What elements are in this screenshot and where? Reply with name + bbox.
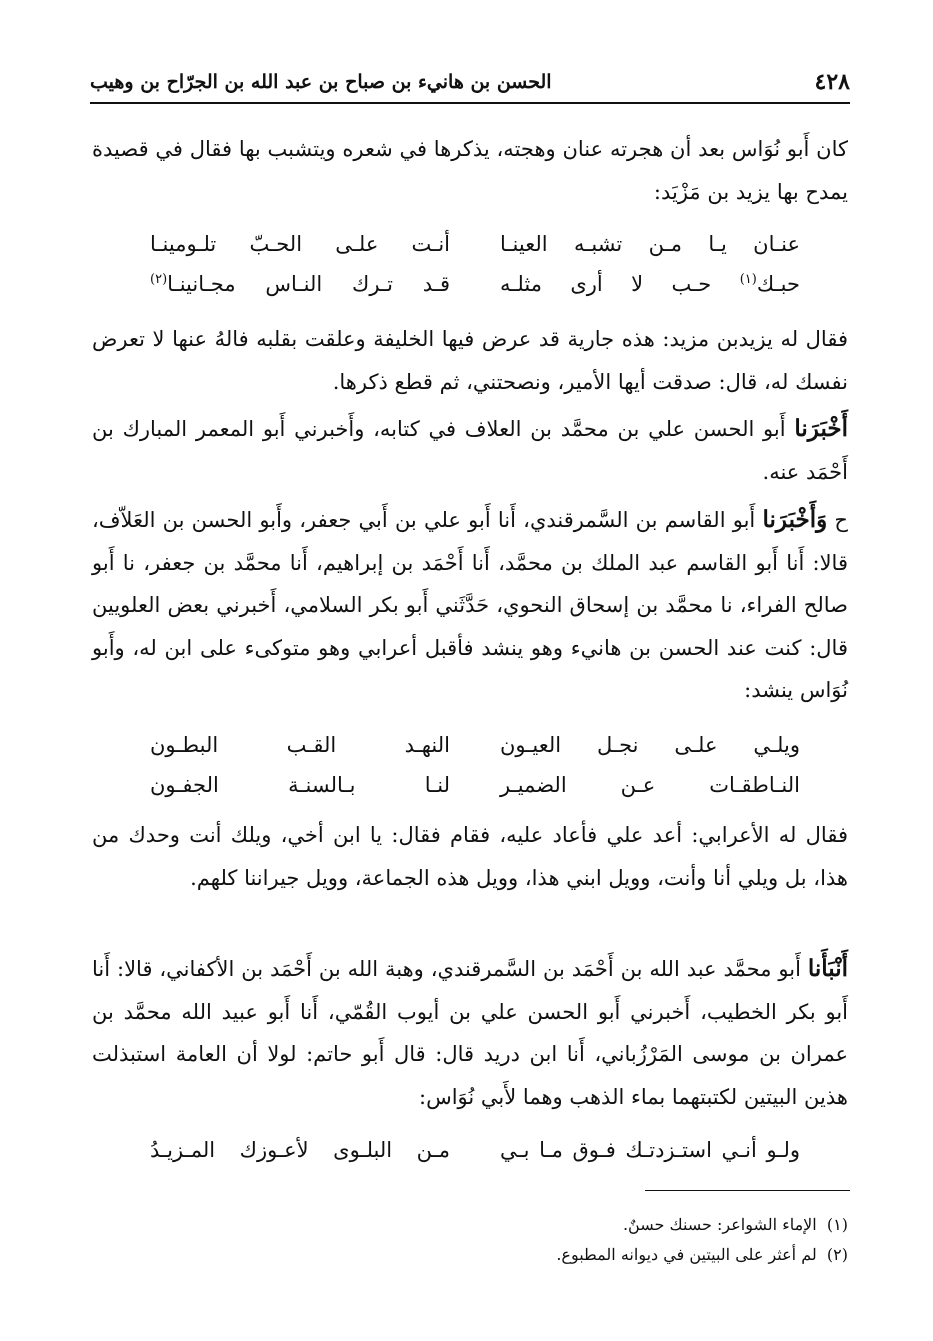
transmission-term: وَأَخْبَرَنا: [762, 506, 828, 533]
footnote-divider: [645, 1190, 850, 1191]
verse-hemistich-right: ويلـي علـى نجـل العيـون: [500, 733, 800, 757]
verse-line: [150, 264, 800, 304]
footnote-marker: (١): [739, 272, 757, 287]
paragraph-4: ح وَأَخْبَرَنا أَبو القاسم بن السَّمرقندي، أَنا أَبو علي بن أَبي جعفر، وأَبو الحسن بن العَلاّف، قالا: أَنا أَبو القاسم عبد الملك بن محمَّد، أَنا أَحْمَد بن إبراهيم، أَنا محمَّد بن جعفر، نا أَبو صالح الفراء، نا محمَّد بن إسحاق النحوي، حَدَّثَني أَبو بكر السلامي، أَخبرني بعض العلويين قال: كنت عند الحسن بن هانيء وهو ينشد فأقبل أعرابي وهو متوكىء على ابن له، وأَبو نُوَاس ينشد:: [92, 506, 848, 702]
verse-line: [150, 224, 800, 264]
verse-hemistich-left: النهـد القـب البطـون: [150, 733, 450, 757]
verse-hemistich-right: عنـان يـا مـن تشبـه العينـا: [500, 232, 800, 256]
verse-line: [150, 765, 800, 805]
verse-hemistich-right: ولـو أنـي استـزدتـك فـوق مـا بـي: [500, 1138, 800, 1162]
verse-line: [150, 1130, 800, 1170]
verse-block-1: [150, 224, 800, 304]
running-title: الحسن بن هانيء بن صباح بن عبد الله بن الجرّاح بن وهيب: [90, 71, 552, 93]
paragraph-2: فقال له يزيدبن مزيد: هذه جارية قد عرض فيها الخليفة وعلقت بقلبه فالهُ عنها لا تعرض نفسك له، قال: صدقت أيها الأمير، ونصحتني، ثم قطع ذكرها.: [92, 327, 848, 394]
verse-hemistich-left: أنـت علـى الحـبّ تلـومينـا: [150, 232, 450, 256]
verse-hemistich-left: مـن البلـوى لأعـوزك المـزيـدُ: [150, 1138, 450, 1162]
verse-hemistich-left: لنـا بـالسنـة الجفـون: [150, 773, 450, 797]
paragraph-5: فقال له الأعرابي: أعد علي فأعاد عليه، فقام فقال: يا ابن أخي، ويلك أنت وحدك من هذا، بل ويلي أنا وأنت، وويل ابني هذا، وويل هذه الجماعة، وويل جيراننا كلهم.: [92, 823, 848, 890]
footnotes: [92, 1210, 848, 1270]
paragraph-3: أَخْبَرَنا أَبو الحسن علي بن محمَّد بن العلاف في كتابه، وأَخبرني أَبو المعمر المبارك بن أَحْمَد عنه.: [92, 415, 848, 484]
verse-hemistich-right: حبـك$^{(١)}$ حـب لا أرى مثلـه: [500, 272, 800, 296]
verse-line: [150, 725, 800, 765]
verse-hemistich-right: النـاطقـات عـن الضميـر: [500, 773, 800, 797]
page-header: [90, 62, 850, 104]
paragraph-1: كان أَبو نُوَاس بعد أن هجرته عنان وهجته، يذكرها في شعره ويتشبب بها فقال في قصيدة يمدح بها يزيد بن مَزْيَد:: [92, 137, 848, 204]
verse-hemistich-left: قـد تـرك النـاس مجـانينـا$^{(٢)}$: [150, 272, 450, 296]
paragraph-6: أَنْبَأَنا أَبو محمَّد عبد الله بن أَحْمَد بن السَّمرقندي، وهبة الله بن أَحْمَد بن الأكفاني، قالا: أَنا أَبو بكر الخطيب، أَخبرني أَبو الحسن علي بن أيوب القُمّي، أَنا أَبو عبيد الله محمَّد بن عمران بن موسى المَرْزُباني، أَنا ابن دريد قال: قال أَبو حاتم: لولا أن العامة استبذلت هذين البيتين لكتبتهما بماء الذهب وهما لأَبي نُوَاس:: [92, 955, 848, 1109]
transmission-term: أَخْبَرَنا: [794, 415, 848, 442]
footnote-1: (١) الإماء الشواعر: حسنك حسنٌ.: [622, 1215, 848, 1234]
page-number: ٤٢٨: [814, 69, 850, 95]
verse-block-3: [150, 1130, 800, 1170]
verse-block-2: [150, 725, 800, 805]
footnote-2: (٢) لم أعثر على البيتين في ديوانه المطبوع.: [556, 1245, 848, 1264]
footnote-marker: (٢): [150, 272, 168, 287]
transmission-term: أَنْبَأَنا: [807, 955, 848, 982]
